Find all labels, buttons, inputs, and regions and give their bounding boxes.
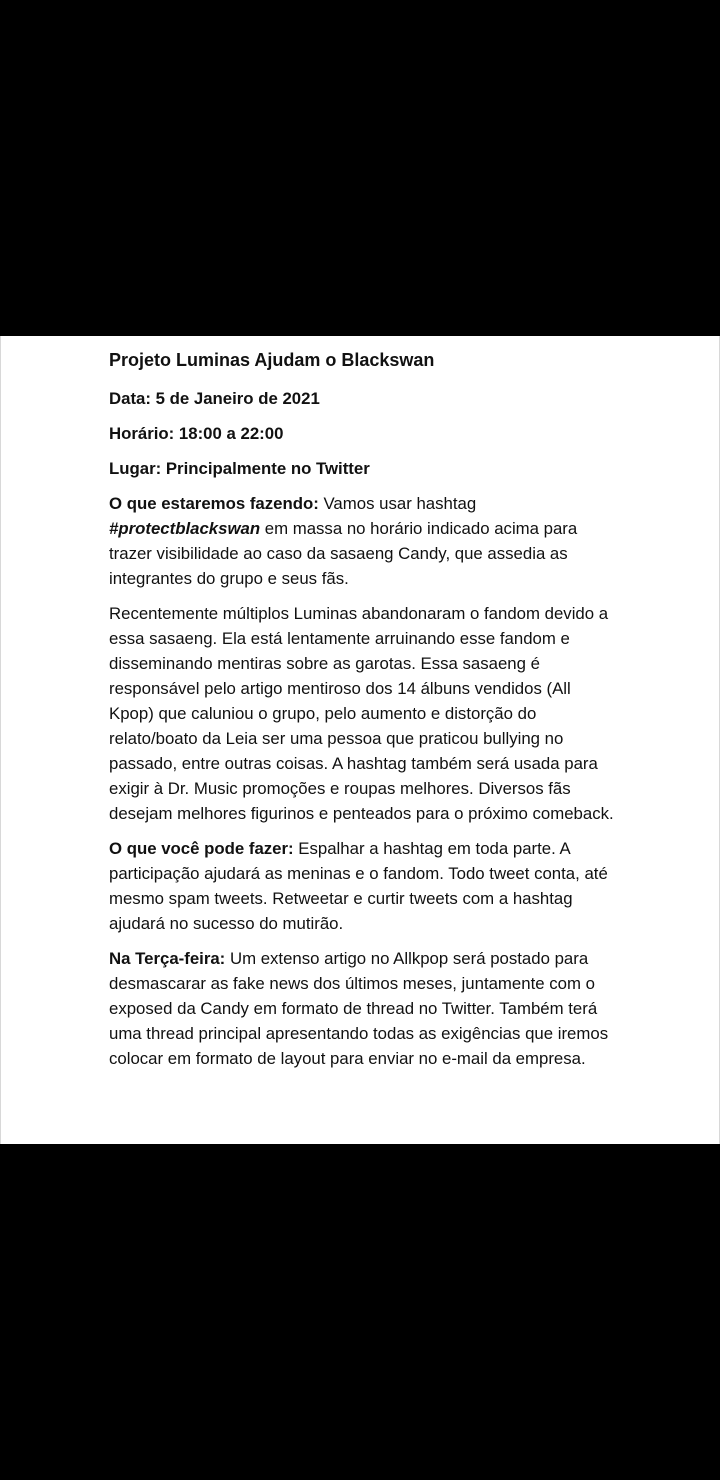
hashtag: #protectblackswan (109, 519, 261, 538)
what-we-do-text-after: em massa no horário indicado acima para trazer visibilidade ao caso da sasaeng Candy, que assedia as integrantes do grupo e seus fãs. (109, 519, 578, 588)
document-title: Projeto Luminas Ajudam o Blackswan (109, 350, 435, 370)
paragraph-what-we-do (109, 491, 615, 591)
event-date: Data: 5 de Janeiro de 2021 (109, 389, 320, 408)
document-content (109, 346, 615, 1081)
top-black-band (0, 0, 720, 336)
paragraph-what-you-can-do (109, 836, 615, 936)
event-place: Lugar: Principalmente no Twitter (109, 459, 370, 478)
bottom-black-band (0, 1144, 720, 1480)
what-we-do-text-before: Vamos usar hashtag (318, 494, 477, 513)
event-time: Horário: 18:00 a 22:00 (109, 424, 284, 443)
paragraph-recent: Recentemente múltiplos Luminas abandonaram o fandom devido a essa sasaeng. Ela está lentamente arruinando esse fandom e disseminando mentiras sobre as garotas. Essa sasaeng é responsável pelo artigo mentiroso dos 14 álbuns vendidos (All Kpop) que caluniou o grupo, pelo aumento e distorção do relato/boato da Leia ser uma pessoa que praticou bullying no passado, entre outras coisas. A hashtag também será usada para exigir à Dr. Music promoções e roupas melhores. Diversos fãs desejam melhores figurinos e penteados para o próximo comeback. (109, 604, 614, 823)
document-page (0, 336, 720, 1144)
paragraph-tuesday (109, 946, 615, 1071)
label-what-we-do: O que estaremos fazendo: (109, 494, 319, 513)
label-tuesday: Na Terça-feira: (109, 949, 226, 968)
label-what-you-can-do: O que você pode fazer: (109, 839, 294, 858)
tuesday-text: Um extenso artigo no Allkpop será postado para desmascarar as fake news dos últimos meses, juntamente com o exposed da Candy em formato de thread no Twitter. Também terá uma thread principal apresentando todas as exigências que iremos colocar em formato de layout para enviar no e-mail da empresa. (109, 949, 609, 1068)
what-you-can-do-text: Espalhar a hashtag em toda parte. A participação ajudará as meninas e o fandom. Todo tweet conta, até mesmo spam tweets. Retweetar e curtir tweets com a hashtag ajudará no sucesso do mutirão. (109, 839, 608, 933)
